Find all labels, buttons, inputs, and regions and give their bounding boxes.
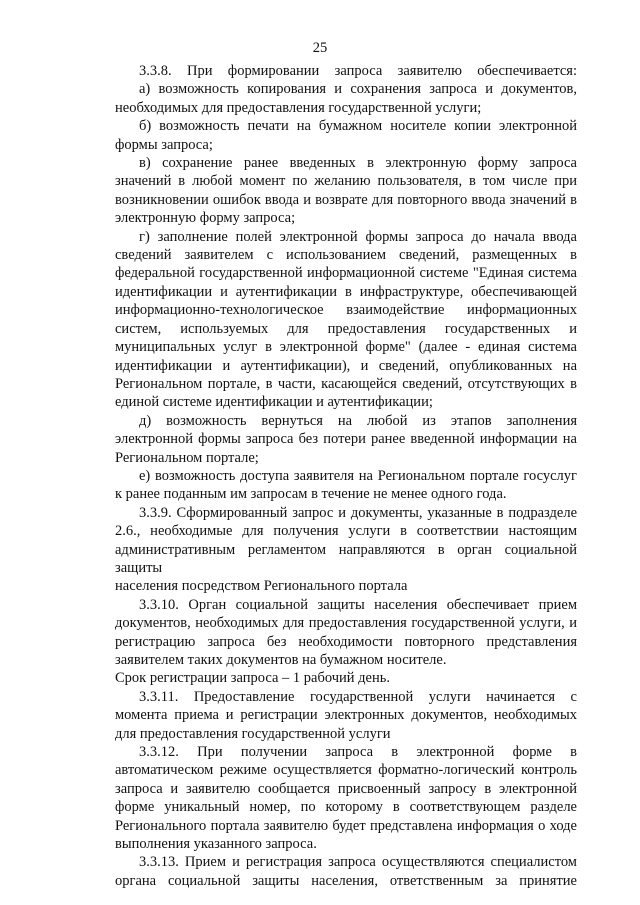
text-line: значений в любой момент по желанию пользователя, в том числе при <box>115 173 577 190</box>
text-line: сведений заявителем с использованием сведений, размещенных в <box>115 247 577 264</box>
text-line: Срок регистрации запроса – 1 рабочий день. <box>115 670 390 687</box>
text-line: идентификации и аутентификации), и сведений, опубликованных на <box>115 357 577 374</box>
text-line: населения посредством Регионального портала <box>115 578 408 595</box>
text-line: необходимых для предоставления государственной услуги; <box>115 99 482 116</box>
text-line: 2.6., необходимые для получения услуги в соответствии настоящим <box>115 523 577 540</box>
text-line: возникновении ошибок ввода и возврате для повторного ввода значений в <box>115 191 577 208</box>
text-line: Регионального портала заявителю будет представлена информация о ходе <box>115 817 577 834</box>
text-line: формы запроса; <box>115 136 213 153</box>
text-line: единой системе идентификации и аутентификации; <box>115 394 433 411</box>
text-line: б) возможность печати на бумажном носителе копии электронной <box>139 118 577 135</box>
text-line: в) сохранение ранее введенных в электронную форму запроса <box>139 155 577 172</box>
text-line: электронной формы запроса без потери ранее введенной информации на <box>115 431 577 448</box>
text-line: идентификации и аутентификации в инфраструктуре, обеспечивающей <box>115 283 577 300</box>
text-line: е) возможность доступа заявителя на Региональном портале госуслуг <box>139 467 577 484</box>
text-line: административным регламентом направляются в орган социальной защиты <box>115 541 577 576</box>
text-line: запроса и заявителю сообщается присвоенный запросу в электронной <box>115 780 577 797</box>
text-line: форме уникальный номер, по которому в соответствующем разделе <box>115 799 577 816</box>
text-line: а) возможность копирования и сохранения запроса и документов, <box>139 81 577 98</box>
text-line: автоматическом режиме осуществляется форматно-логический контроль <box>115 762 577 779</box>
text-line: федеральной государственной информационной системе "Единая система <box>115 265 577 282</box>
text-line: Региональном портале, в части, касающейся сведений, отсутствующих в <box>115 375 577 392</box>
text-line: 3.3.9. Сформированный запрос и документы, указанные в подразделе <box>139 504 577 521</box>
text-line: заявителем таких документов на бумажном носителе. <box>115 652 447 668</box>
text-line: регистрацию запроса без необходимости повторного представления <box>115 633 577 650</box>
text-line: 3.3.12. При получении запроса в электронной форме в <box>139 744 577 761</box>
text-line: момента приема и регистрации электронных документов, необходимых <box>115 707 577 724</box>
text-line: документов, необходимых для предоставления государственной услуги, и <box>115 615 577 632</box>
text-line: муниципальных услуг в электронной форме" (далее - единая система <box>115 339 577 356</box>
text-line: электронную форму запроса; <box>115 210 296 227</box>
text-line: для предоставления государственной услуги <box>115 725 391 742</box>
text-line: выполнения указанного запроса. <box>115 836 317 853</box>
text-line: информационно-технологическое взаимодействие информационных <box>115 302 577 319</box>
text-line: г) заполнение полей электронной формы запроса до начала ввода <box>139 228 577 245</box>
text-line: д) возможность вернуться на любой из этапов заполнения <box>139 412 577 429</box>
text-line: к ранее поданным им запросам в течение не менее одного года. <box>115 486 507 503</box>
text-line: систем, используемых для предоставления государственных и <box>115 320 577 337</box>
text-line: 3.3.10. Орган социальной защиты населения обеспечивает прием <box>139 596 577 613</box>
body-text <box>115 62 577 890</box>
text-line: 3.3.8. При формировании запроса заявителю обеспечивается: <box>139 63 577 79</box>
text-line: 3.3.13. Прием и регистрация запроса осуществляются специалистом <box>139 854 577 871</box>
text-line: Региональном портале; <box>115 449 259 466</box>
text-line: органа социальной защиты населения, ответственным за принятие <box>115 872 577 889</box>
page-number: 25 <box>312 40 328 56</box>
text-line: 3.3.11. Предоставление государственной услуги начинается с <box>139 688 577 705</box>
